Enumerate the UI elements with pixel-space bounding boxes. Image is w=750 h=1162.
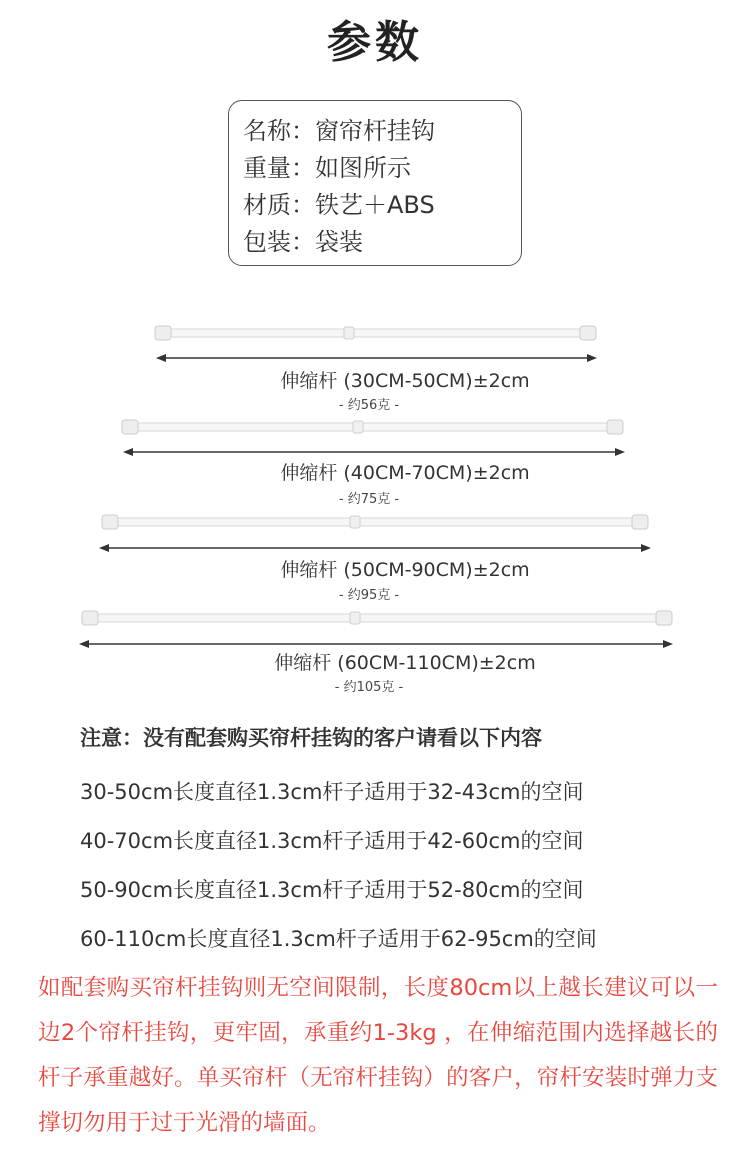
rod-image	[0, 414, 750, 464]
rod-image	[0, 320, 750, 370]
usage-item: 40-70cm长度直径1.3cm杆子适用于42-60cm的空间	[80, 829, 584, 853]
usage-item: 60-110cm长度直径1.3cm杆子适用于62-95cm的空间	[80, 927, 597, 951]
usage-item: 50-90cm长度直径1.3cm杆子适用于52-80cm的空间	[80, 878, 584, 902]
spec-value: 如图所示	[315, 154, 411, 182]
spec-row-material: 材质：铁艺＋ABS	[243, 191, 435, 219]
spec-row-weight: 重量：如图所示	[243, 154, 411, 182]
spec-label: 名称	[243, 117, 291, 145]
spec-label: 包装	[243, 228, 291, 256]
usage-item: 30-50cm长度直径1.3cm杆子适用于32-43cm的空间	[80, 780, 584, 804]
spec-value: 窗帘杆挂钩	[315, 117, 435, 145]
rod-label: 伸缩杆 (60CM-110CM)±2cm	[274, 652, 536, 674]
rod-label: 伸缩杆 (50CM-90CM)±2cm	[280, 559, 530, 581]
rod-image	[0, 604, 750, 654]
rod-weight: - 约95克 -	[338, 588, 400, 603]
spec-value: 铁艺＋ABS	[315, 191, 435, 219]
rod-label: 伸缩杆 (40CM-70CM)±2cm	[280, 462, 530, 484]
spec-label: 材质	[243, 191, 291, 219]
spec-box	[228, 100, 522, 266]
rod-weight: - 约105克 -	[334, 680, 404, 695]
spec-value: 袋装	[315, 228, 363, 256]
rod-weight: - 约56克 -	[338, 398, 400, 413]
page-title: 参数	[327, 17, 423, 68]
warning-text: 如配套购买帘杆挂钩则无空间限制，长度80cm以上越长建议可以一边2个帘杆挂钩，更牢固，承重约1-3kg ，在伸缩范围内选择越长的杆子承重越好。单买帘杆（无帘杆挂钩）的客户，帘杆安装时弹力支撑切勿用于过于光滑的墙面。	[38, 975, 718, 1136]
rod-item-3	[0, 508, 750, 604]
rod-weight: - 约75克 -	[338, 492, 400, 507]
spec-row-packaging: 包装：袋装	[243, 228, 363, 256]
rod-image	[0, 508, 750, 558]
spec-row-name: 名称：窗帘杆挂钩	[243, 117, 435, 145]
notice-heading: 注意：没有配套购买帘杆挂钩的客户请看以下内容	[80, 726, 542, 750]
rod-item-2	[0, 414, 750, 510]
usage-list	[80, 768, 597, 964]
rod-label: 伸缩杆 (30CM-50CM)±2cm	[280, 370, 530, 392]
rod-item-4	[0, 604, 750, 700]
spec-label: 重量	[243, 154, 291, 182]
rod-item-1	[0, 320, 750, 416]
